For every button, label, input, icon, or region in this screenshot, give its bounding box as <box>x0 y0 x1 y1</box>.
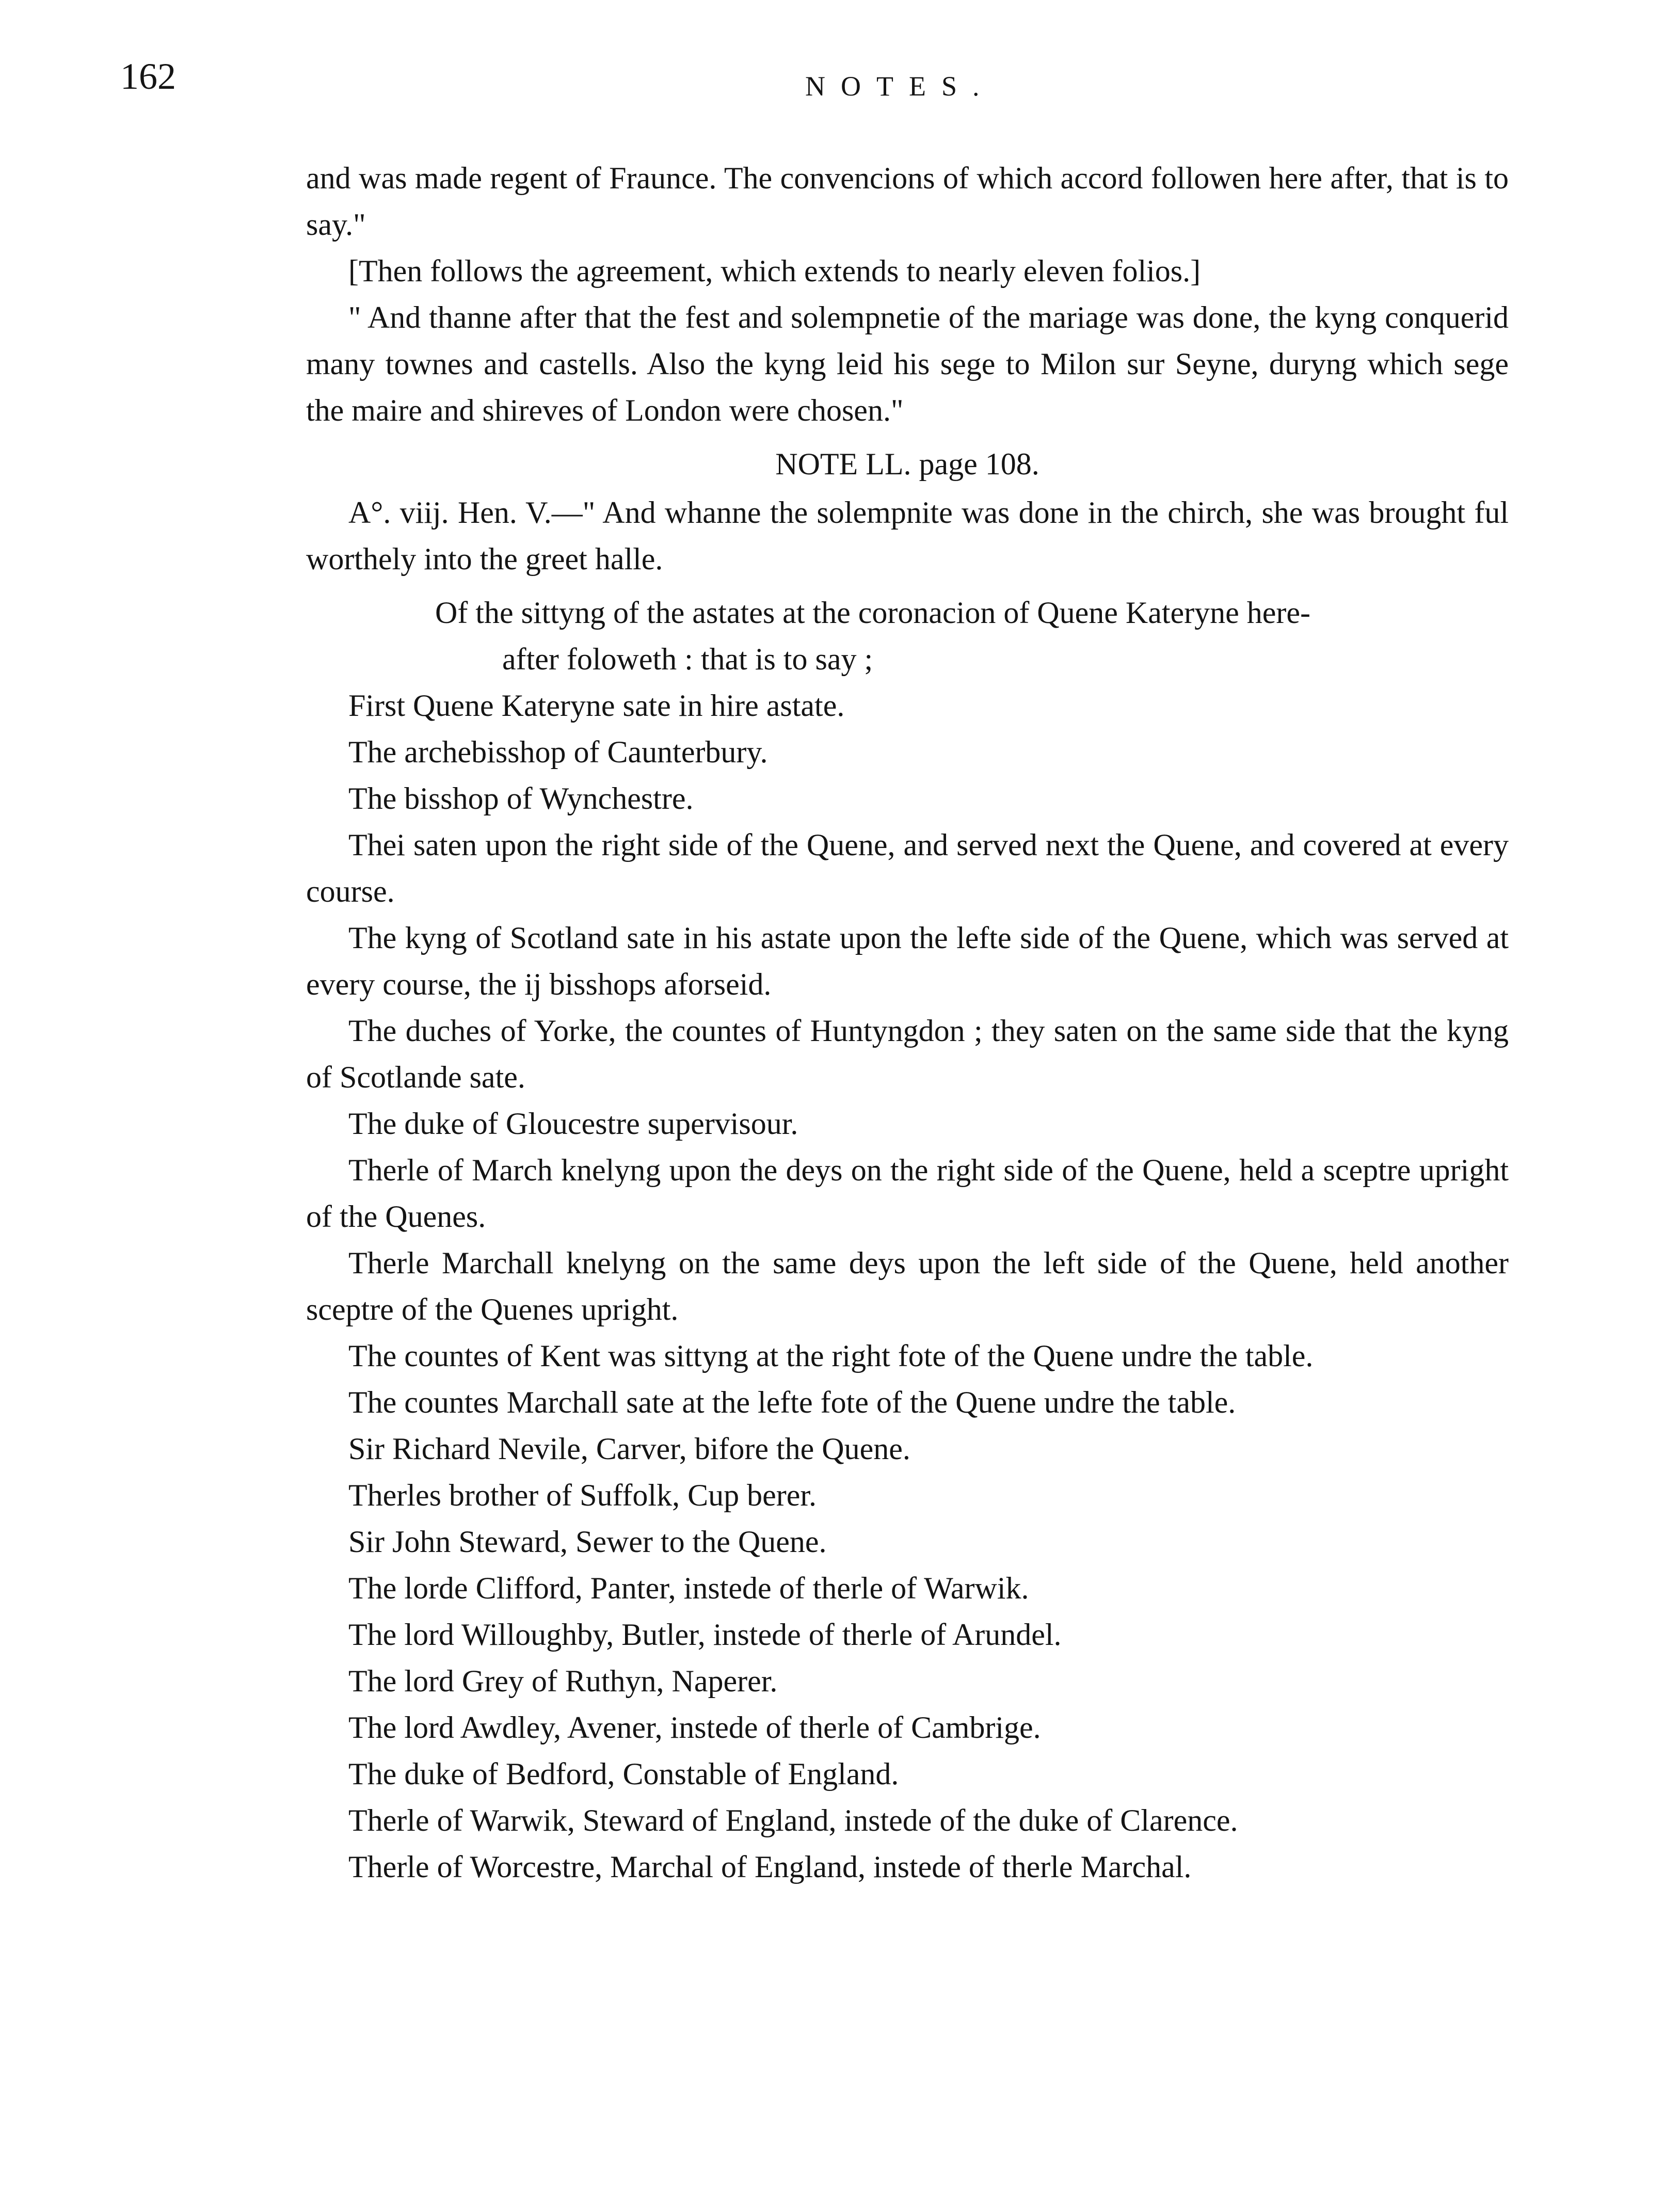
list-entry: The bisshop of Wynchestre. <box>348 781 694 815</box>
list-entry: The duches of Yorke, the countes of Huntyngdon ; they saten on the same side that the kyng of Scotlande sate. <box>306 1014 1509 1094</box>
list-entry: The lorde Clifford, Panter, instede of therle of Warwik. <box>348 1571 1029 1605</box>
list-entry: Sir Richard Nevile, Carver, bifore the Quene. <box>348 1432 910 1466</box>
list-entry: Thei saten upon the right side of the Quene, and served next the Quene, and covered at every course. <box>306 828 1509 908</box>
list-entry: The kyng of Scotland sate in his astate upon the lefte side of the Quene, which was served at every course, the ij bisshops aforseid. <box>306 921 1509 1001</box>
list-entry: Therles brother of Suffolk, Cup berer. <box>348 1478 817 1512</box>
note-heading: NOTE LL. page 108. <box>775 447 1039 481</box>
list-entry: The countes Marchall sate at the lefte fote of the Quene undre the table. <box>348 1385 1236 1419</box>
paragraph: and was made regent of Fraunce. The convencions of which accord followen here after, that is to say." <box>306 161 1509 242</box>
page-number: 162 <box>120 56 176 97</box>
list-entry: The duke of Bedford, Constable of England. <box>348 1757 899 1791</box>
list-entry: The archebisshop of Caunterbury. <box>348 735 768 769</box>
list-entry: First Quene Kateryne sate in hire astate. <box>348 689 845 723</box>
body-text <box>306 155 1509 1890</box>
running-head: NOTES. <box>805 71 995 102</box>
list-entry: The lord Grey of Ruthyn, Naperer. <box>348 1664 778 1698</box>
list-entry: Therle of Warwik, Steward of England, instede of the duke of Clarence. <box>348 1803 1238 1837</box>
list-entry: The lord Willoughby, Butler, instede of therle of Arundel. <box>348 1618 1062 1652</box>
list-entry: Therle of March knelyng upon the deys on the right side of the Quene, held a sceptre upright of the Quenes. <box>306 1153 1509 1234</box>
list-entry: The lord Awdley, Avener, instede of therle of Cambrige. <box>348 1710 1041 1745</box>
list-entry: The duke of Gloucestre supervisour. <box>348 1107 798 1141</box>
subheading: Of the sittyng of the astates at the coronacion of Quene Kateryne here- <box>435 596 1310 630</box>
list-entry: The countes of Kent was sittyng at the right fote of the Quene undre the table. <box>348 1339 1314 1373</box>
list-entry: Sir John Steward, Sewer to the Quene. <box>348 1525 827 1559</box>
paragraph: [Then follows the agreement, which extends to nearly eleven folios.] <box>348 254 1201 288</box>
subheading-continued: after foloweth : that is to say ; <box>502 642 873 676</box>
list-entry: Therle Marchall knelyng on the same deys upon the left side of the Quene, held another sceptre of the Quenes upright. <box>306 1246 1509 1326</box>
paragraph: A°. viij. Hen. V.—" And whanne the solempnite was done in the chirch, she was brought ful worthely into the greet halle. <box>306 495 1509 576</box>
paragraph: " And thanne after that the fest and solempnetie of the mariage was done, the kyng conquerid many townes and castells. Also the kyng leid his sege to Milon sur Seyne, duryng which sege the maire and shireves of London were chosen." <box>306 300 1509 427</box>
list-entry: Therle of Worcestre, Marchal of England, instede of therle Marchal. <box>348 1850 1192 1884</box>
